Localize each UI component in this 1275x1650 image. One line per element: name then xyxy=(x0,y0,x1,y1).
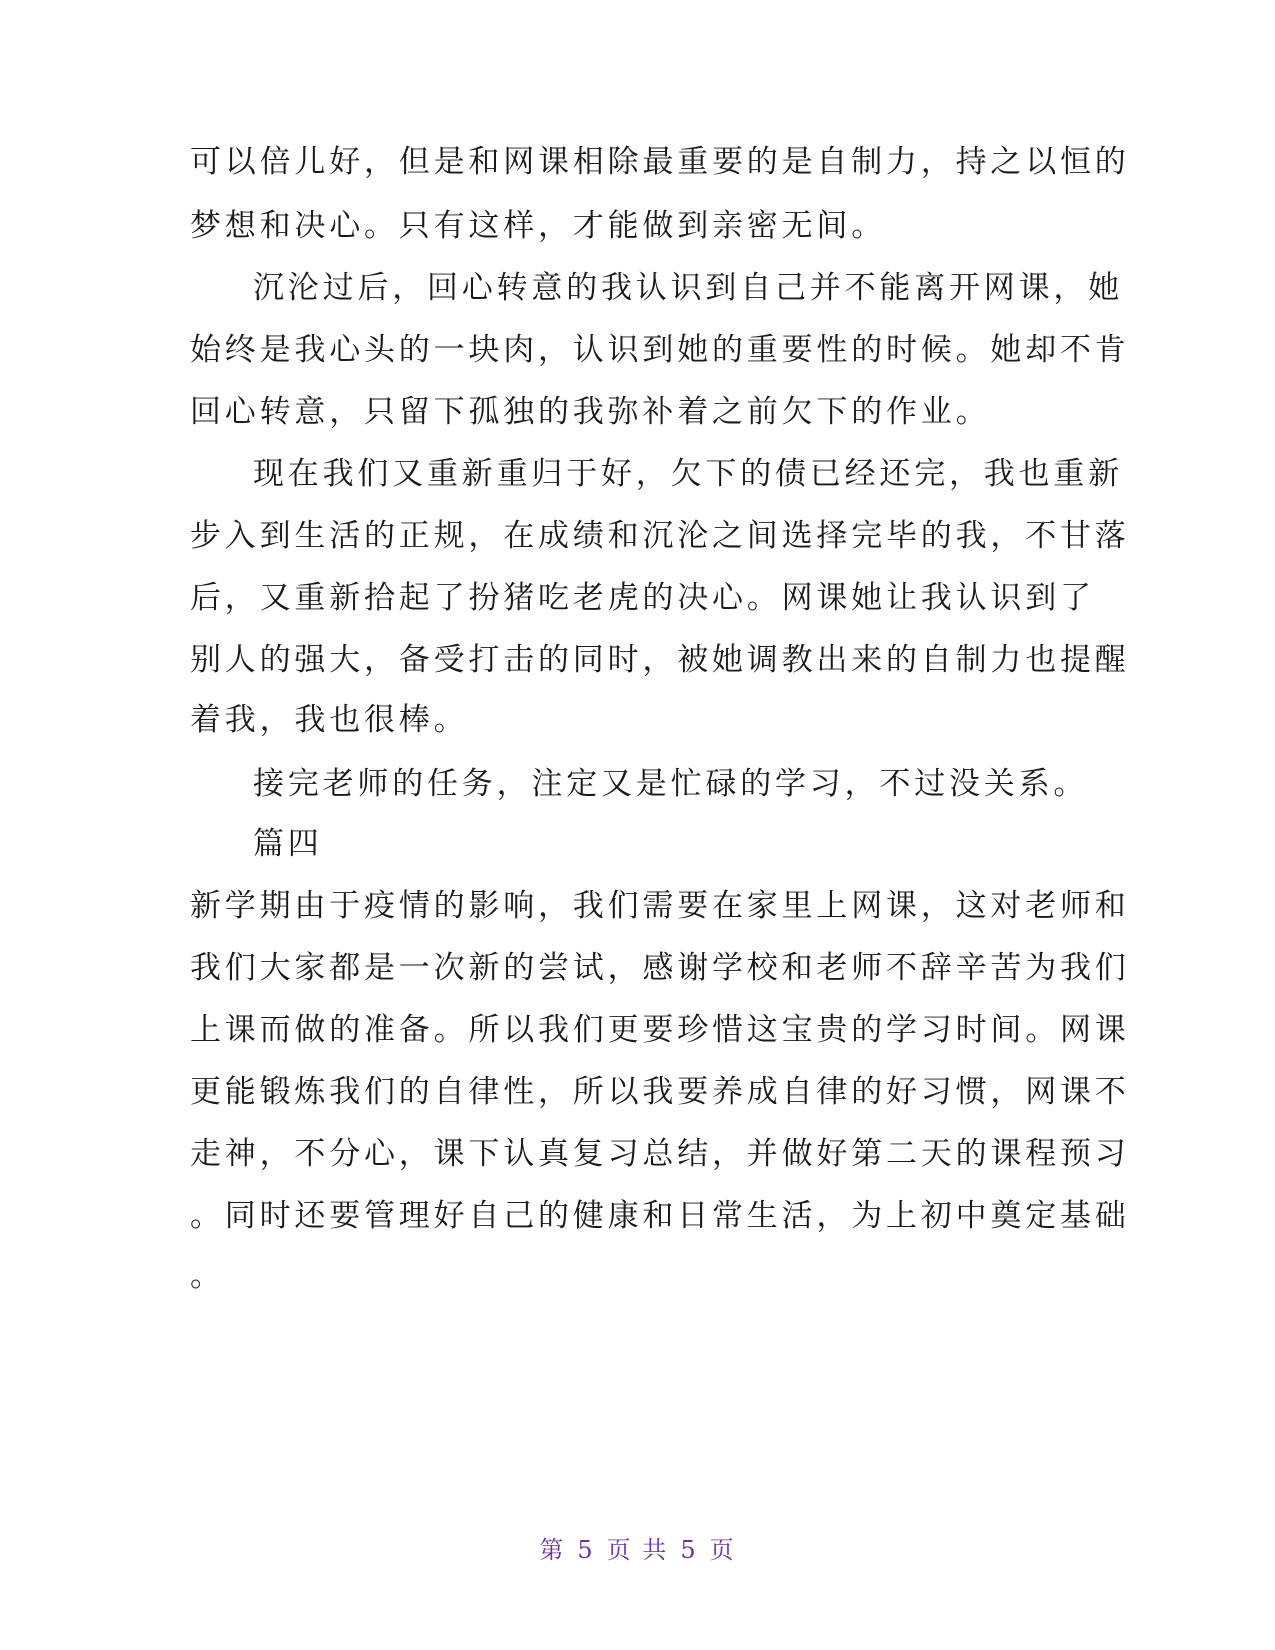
footer-suffix: 页 xyxy=(709,1536,736,1564)
text-line: 。同时还要管理好自己的健康和日常生活，为上初中奠定基础 xyxy=(190,1198,1130,1234)
page-total: 5 xyxy=(680,1536,698,1564)
text-line: 步入到生活的正规，在成绩和沉沦之间选择完毕的我，不甘落 xyxy=(190,518,1130,554)
text-line: 别人的强大，备受打击的同时，被她调教出来的自制力也提醒 xyxy=(190,642,1130,678)
text-line: 新学期由于疫情的影响，我们需要在家里上网课，这对老师和 xyxy=(190,888,1130,924)
page-current: 5 xyxy=(577,1536,595,1564)
text-line: 回心转意，只留下孤独的我弥补着之前欠下的作业。 xyxy=(190,394,991,430)
text-line: 梦想和决心。只有这样，才能做到亲密无间。 xyxy=(190,208,886,244)
page-footer xyxy=(0,1530,1275,1565)
text-line: 可以倍儿好，但是和网课相除最重要的是自制力，持之以恒的 xyxy=(190,144,1130,180)
text-line: 后，又重新拾起了扮猪吃老虎的决心。网课她让我认识到了 xyxy=(190,580,1095,616)
text-line: 走神，不分心，课下认真复习总结，并做好第二天的课程预习 xyxy=(190,1136,1130,1172)
text-line: 接完老师的任务，注定又是忙碌的学习，不过没关系。 xyxy=(253,766,1089,802)
text-line: 现在我们又重新重归于好，欠下的债已经还完，我也重新 xyxy=(253,456,1123,492)
footer-mid: 页 共 xyxy=(606,1536,669,1564)
text-line: 。 xyxy=(190,1258,225,1294)
text-line: 我们大家都是一次新的尝试，感谢学校和老师不辞辛苦为我们 xyxy=(190,950,1130,986)
text-line: 始终是我心头的一块肉，认识到她的重要性的时候。她却不肯 xyxy=(190,332,1130,368)
text-line: 着我，我也很棒。 xyxy=(190,702,469,738)
text-line: 更能锻炼我们的自律性，所以我要养成自律的好习惯，网课不 xyxy=(190,1074,1130,1110)
text-line: 沉沦过后，回心转意的我认识到自己并不能离开网课，她 xyxy=(253,270,1123,306)
section-heading: 篇四 xyxy=(253,826,323,862)
text-line: 上课而做的准备。所以我们更要珍惜这宝贵的学习时间。网课 xyxy=(190,1012,1130,1048)
footer-prefix: 第 xyxy=(539,1536,566,1564)
